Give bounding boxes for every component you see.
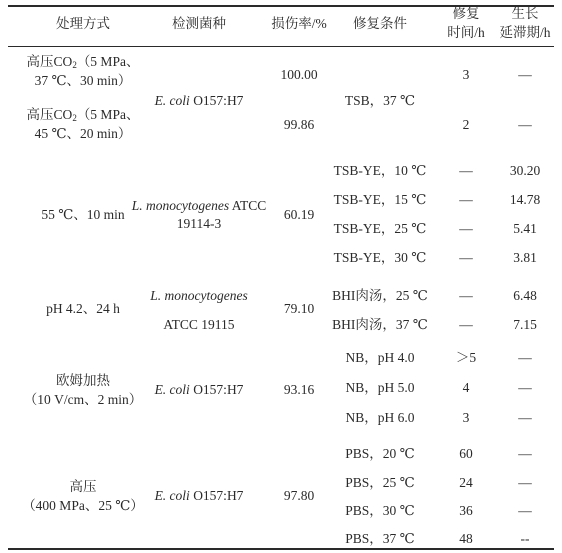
lag-time: 3.81 [513, 250, 537, 265]
method-ohmic-line1: 欧姆加热 [56, 373, 110, 388]
strain-listeria-line1: L. monocytogenes [150, 288, 248, 303]
injury-rate: 100.00 [280, 67, 318, 82]
repair-condition: NB，pH 6.0 [345, 410, 415, 425]
method-hp-line2: （400 MPa、25 ℃） [22, 498, 144, 513]
repair-time: 3 [462, 67, 470, 82]
lag-time: — [518, 117, 532, 132]
method-ph: pH 4.2、24 h [46, 301, 120, 316]
header-injury-rate: 损伤率/% [271, 16, 327, 31]
method-co2-45-line2: 45 ℃、20 min） [34, 126, 132, 141]
header-repair-condition: 修复条件 [353, 16, 407, 31]
repair-condition: TSB-YE，30 ℃ [333, 250, 427, 265]
repair-condition: TSB，37 ℃ [344, 93, 416, 108]
repair-time: 2 [462, 117, 470, 132]
repair-condition: NB，pH 4.0 [345, 350, 415, 365]
lag-time: 30.20 [509, 163, 541, 178]
repair-time: ＞5 [455, 350, 477, 365]
injury-rate: 79.10 [283, 301, 315, 316]
lag-time: — [518, 503, 532, 518]
lag-time: — [518, 410, 532, 425]
repair-condition: TSB-YE，15 ℃ [333, 192, 427, 207]
table-bottom-rule [8, 548, 554, 550]
lag-time: 7.15 [513, 317, 537, 332]
repair-condition: PBS，20 ℃ [345, 446, 415, 461]
repair-time: 4 [462, 380, 470, 395]
lag-time: — [518, 67, 532, 82]
repair-time: — [459, 192, 473, 207]
repair-time: — [459, 163, 473, 178]
table-header-rule [8, 46, 554, 47]
header-lag-line1: 生长 [511, 6, 539, 21]
repair-time: 24 [459, 475, 473, 490]
method-co2-37-line1: 高压$CO_2(5$ MPa、 [26, 54, 140, 70]
repair-condition: BHI肉汤，37 ℃ [332, 317, 428, 332]
strain-listeria-line2: 19114-3 [176, 216, 222, 231]
header-strain: 检测菌种 [172, 16, 226, 31]
header-repair-time-line2: 时间/h [447, 25, 485, 40]
strain-ecoli: E. coli O157:H7 [154, 382, 244, 397]
injury-rate: 93.16 [283, 382, 315, 397]
header-lag-line2: 延滞期/h [499, 25, 551, 40]
method-co2-37-line2: 37 ℃、30 min） [34, 73, 132, 88]
lag-time: 6.48 [513, 288, 537, 303]
strain-ecoli: E. coli O157:H7 [154, 488, 244, 503]
injury-rate: 97.80 [283, 488, 315, 503]
lag-time: — [518, 475, 532, 490]
method-hp-line1: 高压 [69, 479, 97, 494]
lag-time: — [518, 446, 532, 461]
repair-condition: PBS，25 ℃ [345, 475, 415, 490]
repair-time: 48 [459, 531, 473, 546]
lag-time: -- [520, 531, 530, 546]
strain-ecoli: E. coli O157:H7 [154, 93, 244, 108]
repair-time: 36 [459, 503, 473, 518]
lag-time: — [518, 350, 532, 365]
repair-condition: TSB-YE，25 ℃ [333, 221, 427, 236]
lag-time: 14.78 [509, 192, 541, 207]
repair-condition: TSB-YE，10 ℃ [333, 163, 427, 178]
lag-time: — [518, 380, 532, 395]
method-co2-45-line1: 高压$CO_2(5$ MPa、 [26, 107, 140, 123]
repair-condition: PBS，30 ℃ [345, 503, 415, 518]
header-method: 处理方式 [56, 16, 110, 31]
repair-condition: NB，pH 5.0 [345, 380, 415, 395]
repair-condition: PBS，37 ℃ [345, 531, 415, 546]
lag-time: 5.41 [513, 221, 537, 236]
repair-time: — [459, 317, 473, 332]
injury-rate: 60.19 [283, 207, 315, 222]
strain-listeria-line1: L. monocytogenes ATCC [131, 198, 267, 213]
header-repair-time-line1: 修复 [452, 6, 480, 21]
repair-condition: BHI肉汤，25 ℃ [332, 288, 428, 303]
repair-time: — [459, 288, 473, 303]
repair-time: — [459, 221, 473, 236]
method-ohmic-line2: （10 V/cm、2 min） [23, 392, 143, 407]
repair-time: 60 [459, 446, 473, 461]
repair-time: 3 [462, 410, 470, 425]
repair-time: — [459, 250, 473, 265]
injury-rate: 99.86 [283, 117, 315, 132]
method-heat-55: 55 ℃、10 min [41, 207, 125, 222]
strain-listeria-line2: ATCC 19115 [163, 317, 235, 332]
